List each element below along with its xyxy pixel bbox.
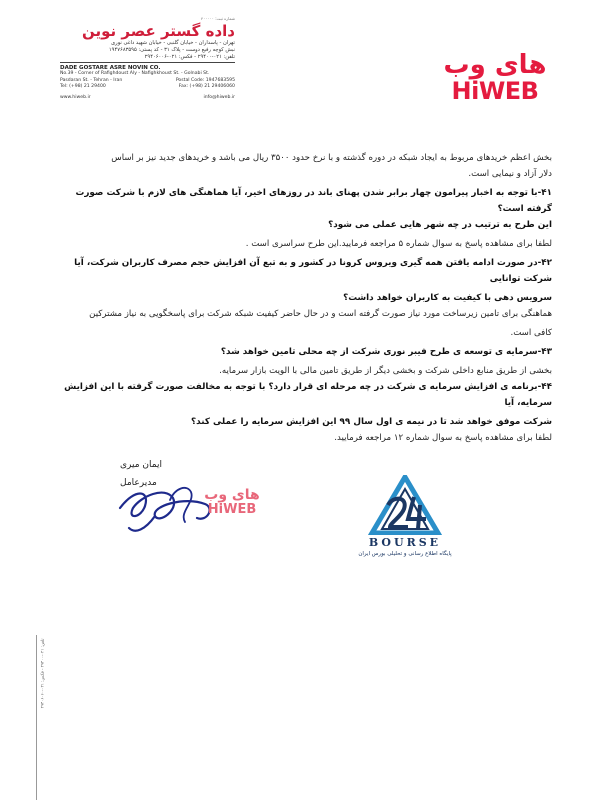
website: www.hiweb.ir bbox=[60, 94, 91, 100]
bourse-logo-text: BOURSE bbox=[368, 536, 442, 549]
answer-41: لطفا برای مشاهده پاسخ به سوال شماره ۵ مراجعه فرمایید.این طرح سراسری است . bbox=[245, 239, 552, 249]
company-registration: شماره ثبت: ۴۰۰۰۰۰ bbox=[201, 16, 235, 21]
answer-42-cont: کافی است. bbox=[510, 328, 552, 338]
email: info@hiweb.ir bbox=[203, 94, 235, 100]
paragraph-intro-2: دلار آزاد و نیمایی است. bbox=[468, 169, 552, 179]
question-41: ۴۱-با توجه به اخبار پیرامون چهار برابر شدن پهنای باند در روزهای اخیر، آیا هماهنگی های لازم با شرکت صورت گرفته است؟ bbox=[75, 188, 552, 214]
header-divider bbox=[60, 62, 235, 63]
paragraph-intro: بخش اعظم خریدهای مربوط به ایجاد شبکه در دوره گذشته و با نرخ حدود ۳۵۰۰ ریال می باشد و خریدهای جدید نیز بر اساس bbox=[111, 153, 552, 163]
answer-43: بخشی از طریق منابع داخلی شرکت و بخشی دیگر از طریق تامین مالی با الویت بازار سرمایه. bbox=[219, 366, 552, 376]
side-margin-note bbox=[36, 635, 45, 800]
signatory-title: مدیرعامل bbox=[120, 478, 157, 488]
hiweb-logo bbox=[440, 52, 550, 104]
question-44: ۴۴-برنامه ی افزایش سرمایه ی شرکت در چه مرحله ای قرار دارد؟ با توجه به مخالفت صورت گرفته با این افزایش سرمایه، آیا bbox=[64, 382, 552, 408]
hiweb-logo-en: HiWEB bbox=[451, 77, 539, 105]
letter-body bbox=[62, 150, 552, 446]
company-header bbox=[60, 16, 235, 101]
answer-44: لطفا برای مشاهده پاسخ به سوال شماره ۱۲ مراجعه فرمایید. bbox=[334, 433, 552, 443]
hiweb-logo-fa: های وب bbox=[443, 50, 547, 80]
telephone: Tel: (+98) 21 29400 bbox=[60, 84, 106, 90]
bourse-emblem-icon bbox=[368, 475, 442, 535]
postal-code: Postal Code: 1947683595 bbox=[175, 77, 235, 83]
answer-42: هماهنگی برای تامین زیرساخت مورد نیاز صورت گرفته است و در حال حاضر کیفیت شبکه شرکت برای پاسخگویی به نیاز مشترکین bbox=[89, 309, 552, 319]
address-en-line2: Pasdaran St. - Tehran - Iran bbox=[60, 77, 123, 83]
question-42: ۴۲-در صورت ادامه یافتن همه گیری ویروس کرونا در کشور و به تبع آن افزایش حجم مصرف کاربران شرکت، آیا شرکت توانایی bbox=[74, 258, 552, 284]
bourse-logo bbox=[330, 475, 480, 557]
bourse-logo-subtitle: پایگاه اطلاع رسانی و تحلیلی بورس ایران bbox=[358, 551, 452, 557]
question-42-cont: سرویس دهی با کیفیت به کاربران خواهد داشت؟ bbox=[343, 293, 552, 303]
stamp-en: HiWEB bbox=[207, 502, 257, 517]
company-name-fa: داده گستر عصر نوین bbox=[81, 22, 235, 40]
company-name-en: DADE GOSTARE ASRE NOVIN CO. bbox=[60, 65, 161, 72]
signatory-name: ایمان میری bbox=[120, 460, 162, 470]
question-44-cont: شرکت موفق خواهد شد تا در نیمه ی اول سال ۹۹ این افزایش سرمایه را عملی کند؟ bbox=[191, 417, 552, 427]
company-address-fa-3: تلفن: ۰۲۱-۲۹۴۰۰ - فکس: ۰۲۱-۲۹۴۰۶۰۰۶ bbox=[144, 53, 235, 60]
company-address-fa-2: نبش کوچه رفیع دوست - پلاک ۳۱ - کد پستی: ۱۹۴۷۶۸۳۵۹۵ bbox=[108, 46, 235, 53]
question-41-cont: این طرح به ترتیب در چه شهر هایی عملی می شود؟ bbox=[328, 220, 552, 230]
side-margin-text: تلفن: ۰۲۱-۲۹۴۰۰ - فکس: ۰۲۱-۲۹۴۰۶۰۶۰ bbox=[39, 638, 45, 709]
hiweb-stamp bbox=[200, 488, 264, 517]
address-en: No.39 - Corner of Rafighdoust Aly - Nafighkhoust St. - Golnabi St. bbox=[60, 71, 210, 77]
company-contact-row bbox=[60, 84, 235, 91]
company-address-fa-1: تهران - پاسداران - خیابان گلنبی - خیابان شهید داغی نوری bbox=[111, 40, 235, 46]
company-web-row bbox=[60, 95, 235, 102]
fax: Fax: (+98) 21 29406060 bbox=[178, 84, 235, 90]
stamp-fa: های وب bbox=[204, 487, 260, 503]
question-43: ۴۳-سرمایه ی توسعه ی طرح فیبر نوری شرکت از چه محلی تامین خواهد شد؟ bbox=[220, 347, 552, 357]
